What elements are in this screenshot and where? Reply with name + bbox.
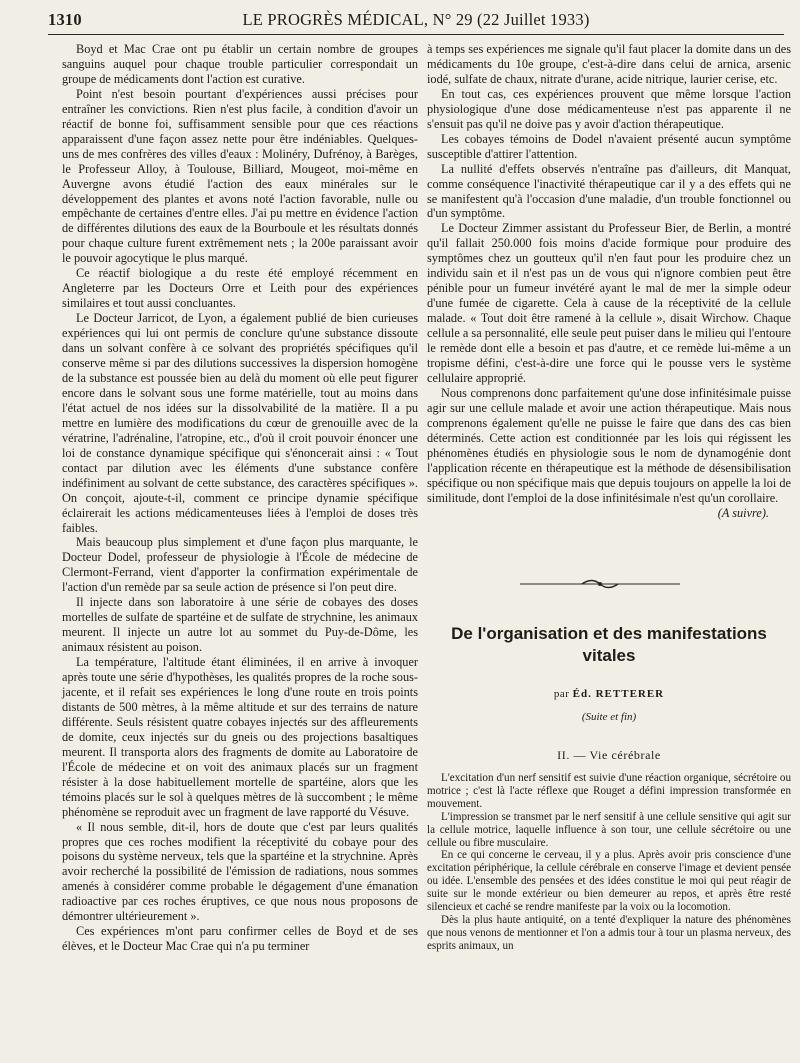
author-name: Éd. RETTERER: [572, 688, 665, 700]
paragraph: Il injecte dans son laboratoire à une série de cobayes des doses mortelles de sulfate de spartéine et de sulfate de strychnine, les animaux meurent. Il injecte un autre lot au sommet du Puy-de-Dôme, les animaux résistent au poison.: [62, 595, 418, 655]
ornamental-divider: [520, 577, 680, 591]
page-number: 1310: [48, 10, 82, 29]
paragraph: Le Docteur Jarricot, de Lyon, a également publié de bien curieuses expériences qui lui ont permis de conclure qu'une substance dissoute dans un solvant confère à ce solvant des propriétés spécifiques qu'il conserve même si par des dilutions successives la dispersion homogène de la substance est poussée bien au delà du moment où elle peut figurer encore dans le solvant sous une forme matérielle, tout au moins dans l'état actuel de nos idées sur la dissolvabilité de la matière. Il a pu mettre en lumière des modifications du cœur de grenouille avec de la vératrine, l'adrénaline, l'atropine, etc., d'où il croit pouvoir énoncer une loi de constance dynamique spécifique qui s'énoncerait ainsi : « Tout contact par dilution avec les éléments d'une substance confère indéfiniment au solvant de cette substance, des caractères spécifiques ». On conçoit, ajoute-t-il, comment ce principe dynamie spécifique éclairerait les actions médicamenteuses liées à l'emploi de doses très faibles.: [62, 311, 418, 535]
right-column: [427, 42, 791, 521]
paragraph: Dès la plus haute antiquité, on a tenté d'expliquer la nature des phénomènes que nous venons de mentionner et l'on a admis tour à tour un plasma nerveux, des esprits animaux, un: [427, 913, 791, 952]
left-column: [62, 42, 418, 954]
paragraph: Nous comprenons donc parfaitement qu'une dose infinitésimale puisse agir sur une cellule malade et avoir une action thérapeutique. Mais nous comprenons également qu'elle ne puisse le faire que dans des cas bien déterminés. Cette action est conditionnée par les lois qui régissent les phénomènes étudiés en physiologie sous le nom de dynamogénie dont l'application récente en thérapeutique est la méthode de désensibilisation spécifique ou non spécifique mais que depuis toujours on appelle la loi de similitude, dont l'emploi de la dose infinitésimale n'est qu'un corollaire.: [427, 385, 791, 505]
paragraph: Point n'est besoin pourtant d'expériences aussi précises pour entraîner les convictions. Rien n'est plus facile, à condition d'avoir un réactif de bonne foi, suffisamment sensible pour que ces réactions apparaissent d'une façon assez nette pour être indéniables. Quelques-uns de mes confrères des villes d'eaux : Molinéry, Dufrénoy, à Barèges, le Professeur Alloy, à Toulouse, Billiard, Mougeot, moi-même en Auvergne avons étudié l'action des eaux minérales sur le développement des plantes et avons noté l'action favorable, nulle ou empêchante de certaines d'entre elles. J'ai pu mettre en évidence l'action de différentes dilutions des eaux de la Bourboule et les résultats donnés pour chaque culture furent extrêmement nets ; la 200e paraissant avoir le pouvoir agocytique le plus marqué.: [62, 86, 418, 266]
byline-prefix: par: [553, 688, 570, 700]
byline: [427, 688, 791, 700]
section-heading: II. — Vie cérébrale: [557, 748, 661, 762]
running-title: LE PROGRÈS MÉDICAL, N° 29 (22 Juillet 1933): [242, 10, 590, 29]
continuation-note: (Suite et fin): [581, 711, 637, 723]
paragraph: Le Docteur Zimmer assistant du Professeur Bier, de Berlin, a montré qu'il fallait 250.000 fois moins d'acide formique pour produire des symptômes chez un goutteux qu'il n'en faut pour les produire chez un individu sain et il n'est pas un de vous qui n'ignore combien peut être pénible pour un fumeur invétéré ayant le mal de mer la simple odeur d'une fumée de cigarette. Cela à cause de la réceptivité de la cellule malade. « Tout doit être ramené à la cellule », disait Wirchow. Chaque cellule a sa personnalité, elle seule peut puiser dans le milieu qui l'entoure le remède dont elle a besoin et pas d'autre, et ce remède lui-même a un tropisme défini, c'est-à-dire une force qui le pousse vers le système cellulaire approprié.: [427, 221, 791, 385]
paragraph: Ces expériences m'ont paru confirmer celles de Boyd et de ses élèves, et le Docteur Mac Crae qui n'a pu terminer: [62, 924, 418, 954]
article-title: De l'organisation et des manifestations vitales: [451, 624, 767, 665]
paragraph: à temps ses expériences me signale qu'il faut placer la domite dans un des médicaments du 10e groupe, c'est-à-dire dans celui de arnica, arsenic iodé, sulfate de chaux, nitrate d'urane, acide nitrique, laurier cerise, etc.: [427, 42, 791, 86]
paragraph: La température, l'altitude étant éliminées, il en arrive à invoquer après toute une série d'hypothèses, les qualités propres de la roche sous-jacente, et il refait ses expériences le long d'une route en trois points distants de 500 mètres, à la même altitude et sur des terrains de nature différente. Seuls résistent quatre cobayes injectés sur des affleurements de domite, ceux injectés sur du gneis ou des projections basaltiques meurent. Il transporta alors des fragments de domite au Laboratoire de l'École de médecine et on voit des animaux placés sur un fragment résister à la dose habituellement mortelle de spartéine, alors que les témoins placés sur le sol à quelques mètres de là succombent ; le même phénomène se reproduit avec un fragment de lave rapporté du Vésuve.: [62, 655, 418, 819]
to-be-continued: (A suivre).: [717, 505, 769, 520]
paragraph: Mais beaucoup plus simplement et d'une façon plus marquante, le Docteur Dodel, professeur de physiologie à l'École de médecine de Clermont-Ferrand, vient d'apporter la confirmation expérimentale de l'action d'un remède par sa seule action de présence si l'on peut dire.: [62, 535, 418, 595]
paragraph: « Il nous semble, dit-il, hors de doute que c'est par leurs qualités propres que ces roches modifient la réceptivité du cobaye pour des poisons du système nerveux, tels que la spartéine et la strychnine. Après avoir recherché la possibilité de l'émission de radiations, nous sommes amenés à considérer comme probable le dégagement d'une émanation radioactive par ces roches éruptives, ce que nous nous proposons de démontrer ultérieurement ».: [62, 819, 418, 924]
paragraph: Boyd et Mac Crae ont pu établir un certain nombre de groupes sanguins auquel pour chaque trouble particulier correspondait un groupe de médicaments dont l'action est curative.: [62, 42, 418, 86]
paragraph: L'excitation d'un nerf sensitif est suivie d'une réaction organique, sécrétoire ou motrice ; c'est là l'acte réflexe que Rouget a défini impression transformée en mouvement.: [427, 772, 791, 810]
paragraph: La nullité d'effets observés n'entraîne pas d'ailleurs, dit Manquat, comme conséquence l'inactivité thérapeutique car il y a des effets qui ne se manifestent qu'à l'occasion d'une maladie, d'un trouble fonctionnel ou d'un symptôme.: [427, 161, 791, 221]
article-body: [427, 772, 791, 953]
paragraph: L'impression se transmet par le nerf sensitif à une cellule sensitive qui agit sur la cellule motrice, laquelle influence à son tour, une cellule sécrétoire ou une cellule ou fibre musculaire.: [427, 810, 791, 849]
paragraph: Les cobayes témoins de Dodel n'avaient présenté aucun symptôme susceptible d'attirer l'attention.: [427, 131, 791, 161]
paragraph: En tout cas, ces expériences prouvent que même lorsque l'action physiologique d'une dose médicamenteuse n'est pas apparente il ne s'ensuit pas qu'il ne doive pas y avoir d'action thérapeutique.: [427, 86, 791, 131]
paragraph: Ce réactif biologique a du reste été employé récemment en Angleterre par les Docteurs Orre et Leith pour des expériences similaires et tout aussi concluantes.: [62, 266, 418, 311]
paragraph: En ce qui concerne le cerveau, il y a plus. Après avoir pris conscience d'une excitation périphérique, la cellule cérébrale en conserve l'image et devient pensée ou idée. L'ensemble des pensées et des idées constitue le moi qui peut réagir de suite sur le monde extérieur ou bien demeurer au repos, et après être resté silencieux et caché se rendre manifeste par la voix ou la locomotion.: [427, 849, 791, 914]
running-header: [48, 8, 784, 35]
